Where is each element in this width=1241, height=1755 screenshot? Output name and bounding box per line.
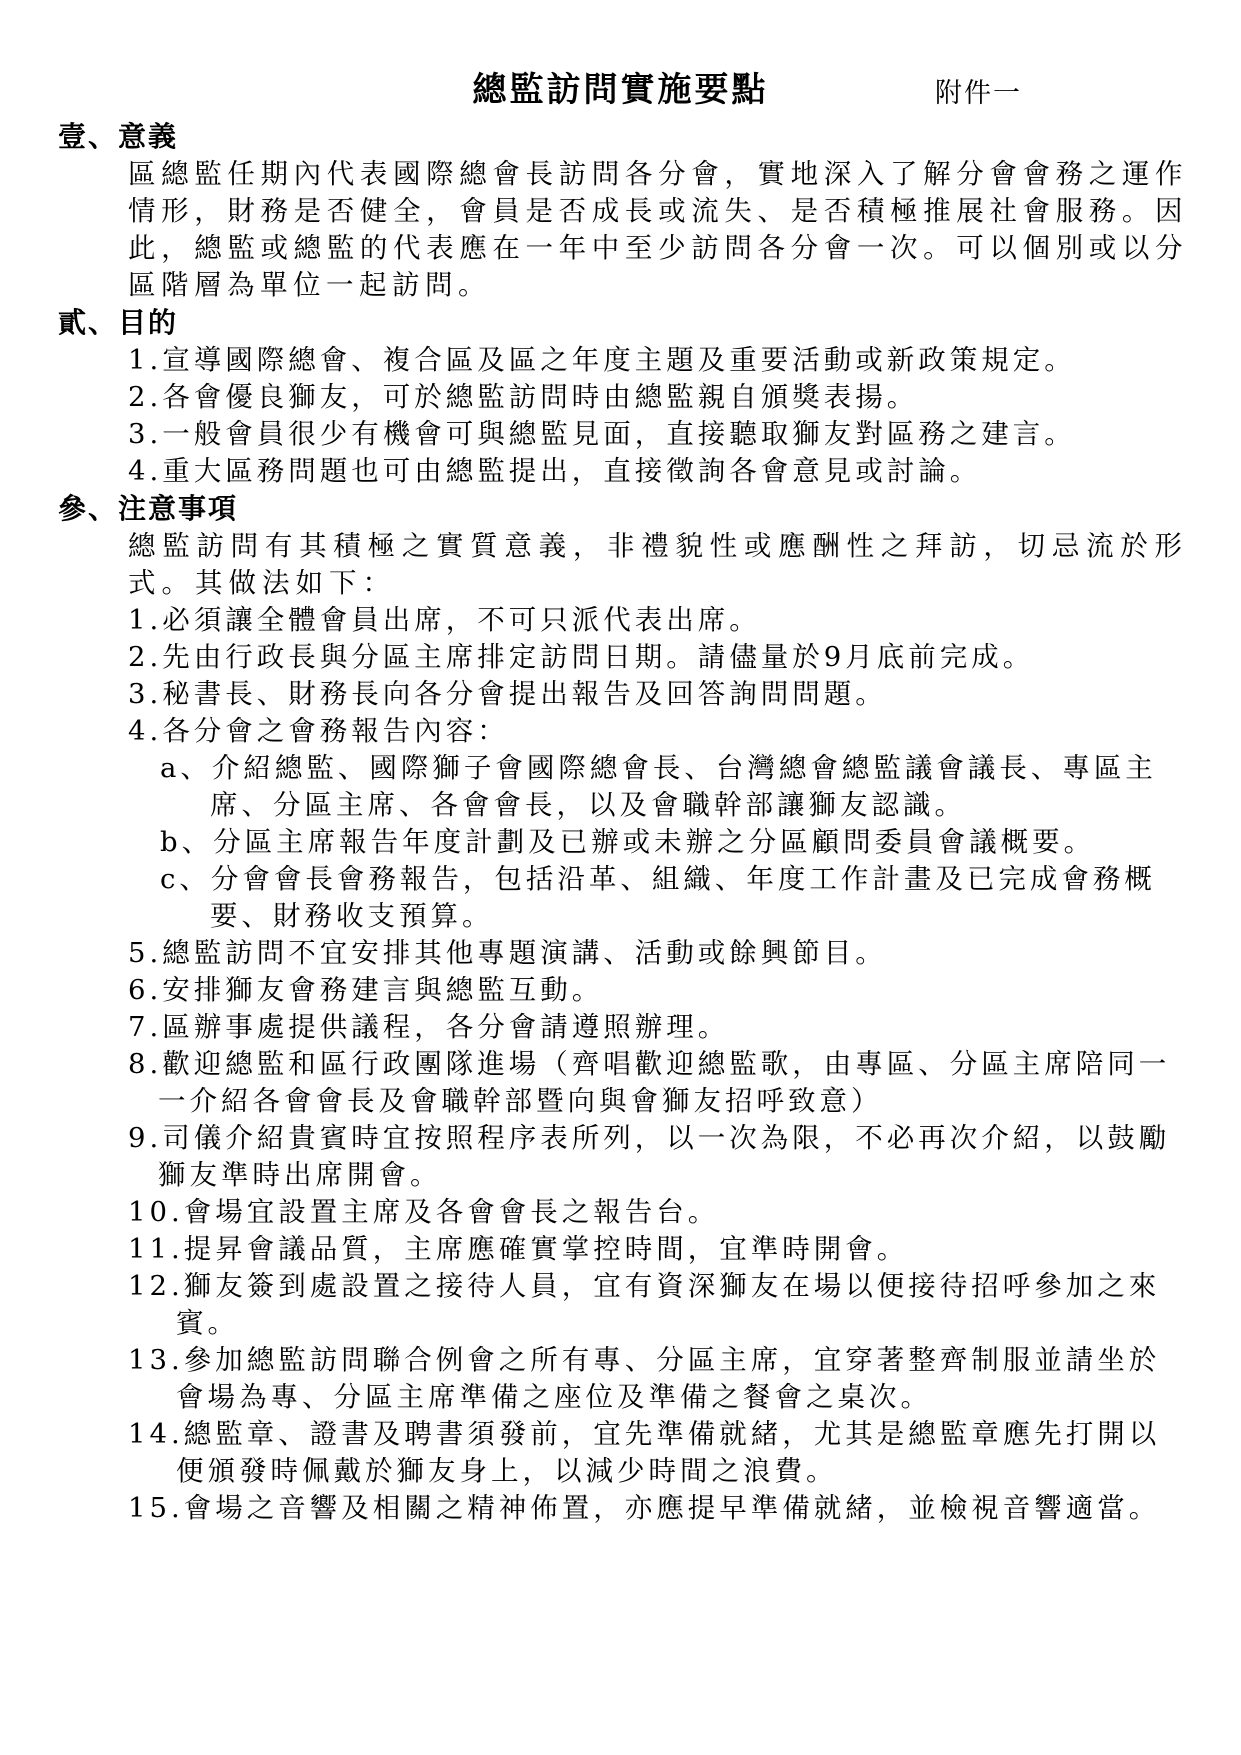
section-heading: 貳、目的 [58,306,179,339]
attachment-label: 附件一 [935,78,1022,109]
list-item: 6.安排獅友會務建言與總監互動。 [128,974,604,1006]
list-item: 3.秘書長、財務長向各分會提出報告及回答詢問問題。 [128,678,887,710]
sub-item: c、分會會長會務報告，包括沿革、組織、年度工作計畫及已完成會務概要、財務收支預算。 [160,863,1156,932]
section-heading: 參、注意事項 [58,492,239,525]
list-item: 2.先由行政長與分區主席排定訪問日期。請儘量於9月底前完成。 [128,641,1035,673]
list-item: 1.必須讓全體會員出席，不可只派代表出席。 [128,604,761,636]
list-item: 9.司儀介紹貴賓時宜按照程序表所列，以一次為限，不必再次介紹，以鼓勵獅友準時出席開會。 [128,1122,1171,1191]
section-notes [58,490,1188,1527]
list-item: 4.重大區務問題也可由總監提出，直接徵詢各會意見或討論。 [128,455,982,487]
list-item: 14.總監章、證書及聘書須發前，宜先準備就緒，尤其是總監章應先打開以便頒發時佩戴於獅友身上，以減少時間之浪費。 [128,1418,1161,1487]
section-paragraph: 區總監任期內代表國際總會長訪問各分會，實地深入了解分會會務之運作情形，財務是否健全，會員是否成長或流失、是否積極推展社會服務。因此，總監或總監的代表應在一年中至少訪問各分會一次。可以個別或以分區階層為單位一起訪問。 [128,158,1188,301]
list-item: 1.宣導國際總會、複合區及區之年度主題及重要活動或新政策規定。 [128,344,1076,376]
list-item: 7.區辦事處提供議程，各分會請遵照辦理。 [128,1011,730,1043]
list-item: 13.參加總監訪問聯合例會之所有專、分區主席，宜穿著整齊制服並請坐於會場為專、分區主席準備之座位及準備之餐會之桌次。 [128,1344,1161,1413]
section-meaning [58,118,1188,304]
list-item: 15.會場之音響及相關之精神佈置，亦應提早準備就緒，並檢視音響適當。 [128,1492,1161,1524]
sub-item: b、分區主席報告年度計劃及已辦或未辦之分區顧問委員會議概要。 [160,826,1096,858]
section-purpose [58,304,1188,490]
list-item: 10.會場宜設置主席及各會會長之報告台。 [128,1196,720,1228]
sub-item: a、介紹總監、國際獅子會國際總會長、台灣總會總監議會議長、專區主席、分區主席、各會會長，以及會職幹部讓獅友認識。 [160,752,1157,821]
list-item: 5.總監訪問不宜安排其他專題演講、活動或餘興節目。 [128,937,887,969]
list-item: 8.歡迎總監和區行政團隊進場（齊唱歡迎總監歌，由專區、分區主席陪同一一介紹各會會長及會職幹部暨向與會獅友招呼致意） [128,1048,1171,1117]
list-item: 12.獅友簽到處設置之接待人員，宜有資深獅友在場以便接待招呼參加之來賓。 [128,1270,1161,1339]
list-item: 2.各會優良獅友，可於總監訪問時由總監親自頒獎表揚。 [128,381,919,413]
section-heading: 壹、意義 [58,120,179,153]
list-item: 3.一般會員很少有機會可與總監見面，直接聽取獅友對區務之建言。 [128,418,1076,450]
document-title: 總監訪問實施要點 [472,70,769,110]
section-intro: 總監訪問有其積極之實質意義，非禮貌性或應酬性之拜訪，切忌流於形式。其做法如下： [128,530,1188,599]
list-item: 11.提昇會議品質，主席應確實掌控時間，宜準時開會。 [128,1233,909,1265]
list-item: 4.各分會之會務報告內容： [128,715,509,747]
